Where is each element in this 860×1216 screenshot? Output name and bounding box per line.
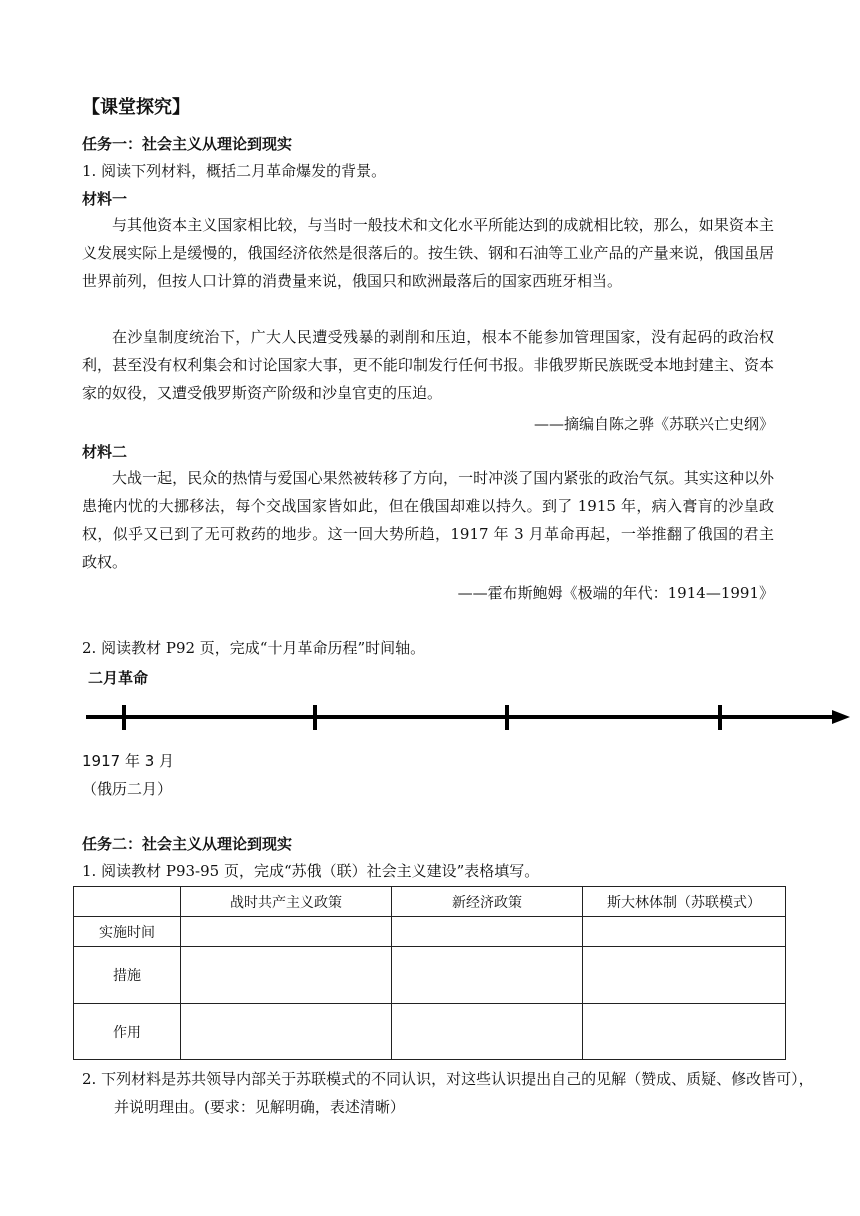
- material2-paragraph-1: 大战一起，民众的热情与爱国心果然被转移了方向，一时冲淡了国内紧张的政治气氛。其实这种以外患掩内忧的大挪移法，每个交战国家皆如此，但在俄国却难以持久。到了 1915 年，病入膏肓的沙皇政权，似乎又已到了无可救药的地步。这一回大势所趋，1917 年 3 月革命再起，一举推翻了俄国的君主政权。: [82, 469, 774, 571]
- material2-source: ——霍布斯鲍姆《极端的年代：1914—1991》: [457, 584, 774, 602]
- table-cell-input[interactable]: [392, 947, 583, 1004]
- policy-table: [73, 886, 786, 1060]
- timeline-axis: [80, 700, 856, 734]
- table-cell-input[interactable]: [583, 917, 786, 947]
- material1-paragraph-1: 与其他资本主义国家相比较，与当时一般技术和文化水平所能达到的成就相比较，那么，如果资本主义发展实际上是缓慢的，俄国经济依然是很落后的。按生铁、钢和石油等工业产品的产量来说，俄国虽居世界前列，但按人口计算的消费量来说，俄国只和欧洲最落后的国家西班牙相当。: [82, 216, 774, 290]
- table-row-label-time: 实施时间: [74, 917, 181, 947]
- material1-paragraph-2: 在沙皇制度统治下，广大人民遭受残暴的剥削和压迫，根本不能参加管理国家，没有起码的政治权利，甚至没有权利集会和讨论国家大事，更不能印制发行任何书报。非俄罗斯民族既受本地封建主、资本家的奴役，又遭受俄罗斯资产阶级和沙皇官吏的压迫。: [82, 328, 774, 402]
- table-cell-input[interactable]: [392, 917, 583, 947]
- table-header-stalin-system: 斯大林体制（苏联模式）: [583, 887, 786, 917]
- table-header-war-communism: 战时共产主义政策: [181, 887, 392, 917]
- material1-source: ——摘编自陈之骅《苏联兴亡史纲》: [533, 415, 774, 433]
- table-row-label-effect: 作用: [74, 1004, 181, 1060]
- timeline-start-label: 二月革命: [88, 669, 149, 687]
- task2-title: 任务二：社会主义从理论到现实: [82, 835, 293, 853]
- material1-title: 材料一: [82, 190, 128, 208]
- task1-question-2: 2. 阅读教材 P92 页，完成“十月革命历程”时间轴。: [82, 639, 426, 657]
- table-cell-input[interactable]: [583, 947, 786, 1004]
- table-header-empty: [74, 887, 181, 917]
- table-cell-input[interactable]: [181, 917, 392, 947]
- timeline-date-note: （俄历二月）: [82, 780, 173, 798]
- table-row: [74, 917, 786, 947]
- table-cell-input[interactable]: [181, 947, 392, 1004]
- timeline-arrowhead: [832, 710, 850, 724]
- timeline-date: 1917 年 3 月: [82, 752, 175, 770]
- task1-question-1: 1. 阅读下列材料，概括二月革命爆发的背景。: [82, 162, 387, 180]
- table-row: [74, 947, 786, 1004]
- table-header-nep: 新经济政策: [392, 887, 583, 917]
- task2-question-1: 1. 阅读教材 P93-95 页，完成“苏俄（联）社会主义建设”表格填写。: [82, 862, 540, 880]
- table-cell-input[interactable]: [181, 1004, 392, 1060]
- table-row-label-measures: 措施: [74, 947, 181, 1004]
- table-row: [74, 1004, 786, 1060]
- section-title: 【课堂探究】: [82, 97, 190, 118]
- table-cell-input[interactable]: [392, 1004, 583, 1060]
- table-cell-input[interactable]: [583, 1004, 786, 1060]
- table-header-row: [74, 887, 786, 917]
- task1-title: 任务一：社会主义从理论到现实: [82, 135, 293, 153]
- material2-title: 材料二: [82, 443, 128, 461]
- task2-question-2: 2. 下列材料是苏共领导内部关于苏联模式的不同认识，对这些认识提出自己的见解（赞成、质疑、修改皆可），并说明理由。(要求：见解明确，表述清晰）: [82, 1070, 814, 1116]
